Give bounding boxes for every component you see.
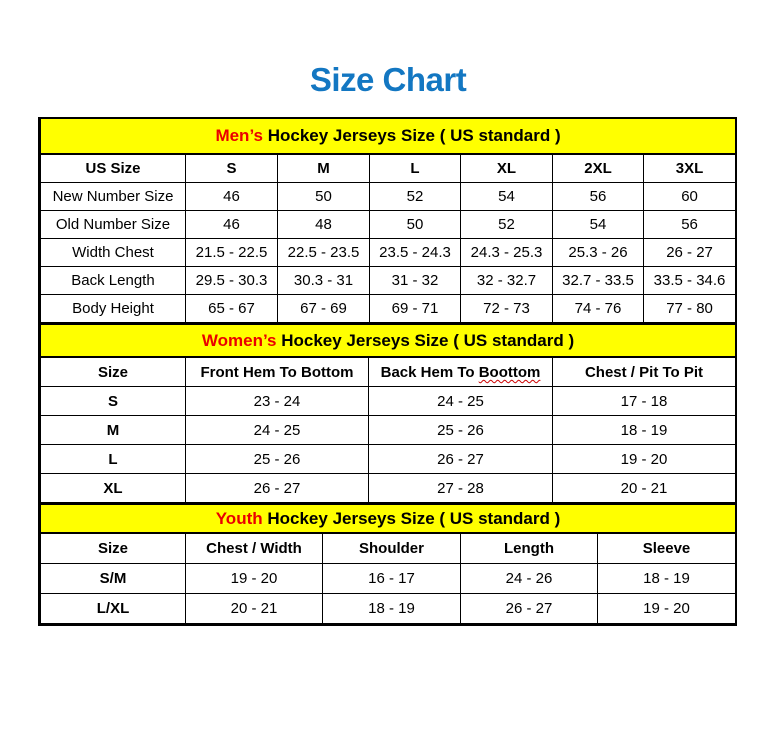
value-cell: 67 - 69 [278, 295, 370, 323]
table-row [41, 474, 736, 503]
column-header-chest-pit: Chest / Pit To Pit [553, 357, 736, 387]
youth-column-header-row [41, 533, 736, 564]
youth-section-header [41, 504, 736, 533]
value-cell: 77 - 80 [644, 295, 736, 323]
womens-accent-label: Women’s [201, 330, 277, 350]
value-cell: 46 [186, 183, 278, 211]
column-header-l: L [370, 154, 461, 183]
womens-section-header-row [41, 324, 736, 357]
value-cell: 33.5 - 34.6 [644, 267, 736, 295]
value-cell: 46 [186, 211, 278, 239]
column-header-chest-width: Chest / Width [186, 533, 323, 564]
value-cell: 48 [278, 211, 370, 239]
value-cell: 24 - 25 [369, 387, 553, 416]
mens-section-header [41, 119, 736, 154]
row-label: L [41, 445, 186, 474]
value-cell: 23 - 24 [186, 387, 369, 416]
table-row [41, 239, 736, 267]
value-cell: 60 [644, 183, 736, 211]
table-row [41, 445, 736, 474]
value-cell: 29.5 - 30.3 [186, 267, 278, 295]
row-label: Back Length [41, 267, 186, 295]
womens-section-header [41, 324, 736, 357]
misspelled-word: Boottom [478, 363, 541, 381]
value-cell: 54 [553, 211, 644, 239]
value-cell: 52 [370, 183, 461, 211]
column-header-back-hem [369, 357, 553, 387]
value-cell: 72 - 73 [461, 295, 553, 323]
table-row [41, 416, 736, 445]
row-label: M [41, 416, 186, 445]
value-cell: 52 [461, 211, 553, 239]
column-header-size: Size [41, 533, 186, 564]
column-header-xl: XL [461, 154, 553, 183]
value-cell: 18 - 19 [598, 564, 736, 594]
value-cell: 25 - 26 [369, 416, 553, 445]
value-cell: 50 [278, 183, 370, 211]
column-header-shoulder: Shoulder [323, 533, 461, 564]
value-cell: 32.7 - 33.5 [553, 267, 644, 295]
value-cell: 17 - 18 [553, 387, 736, 416]
youth-section-header-row [41, 504, 736, 533]
value-cell: 19 - 20 [186, 564, 323, 594]
value-cell: 26 - 27 [461, 594, 598, 624]
value-cell: 26 - 27 [369, 445, 553, 474]
mens-column-header-row [41, 154, 736, 183]
row-label: New Number Size [41, 183, 186, 211]
mens-accent-label: Men’s [215, 126, 263, 146]
table-row [41, 387, 736, 416]
column-header-length: Length [461, 533, 598, 564]
value-cell: 24 - 25 [186, 416, 369, 445]
value-cell: 16 - 17 [323, 564, 461, 594]
value-cell: 26 - 27 [644, 239, 736, 267]
page-title: Size Chart [309, 61, 467, 98]
row-label: S [41, 387, 186, 416]
value-cell: 20 - 21 [186, 594, 323, 624]
column-header-m: M [278, 154, 370, 183]
value-cell: 22.5 - 23.5 [278, 239, 370, 267]
column-header-us-size: US Size [41, 154, 186, 183]
row-label: Old Number Size [41, 211, 186, 239]
row-label: XL [41, 474, 186, 503]
value-cell: 19 - 20 [553, 445, 736, 474]
column-header-s: S [186, 154, 278, 183]
row-label: Width Chest [41, 239, 186, 267]
value-cell: 32 - 32.7 [461, 267, 553, 295]
value-cell: 20 - 21 [553, 474, 736, 503]
row-label: Body Height [41, 295, 186, 323]
column-header-3xl: 3XL [644, 154, 736, 183]
column-header-text: Back Hem To [380, 363, 479, 381]
youth-size-table [40, 503, 736, 624]
mens-header-text: Hockey Jerseys Size ( US standard ) [262, 126, 561, 146]
value-cell: 50 [370, 211, 461, 239]
column-header-2xl: 2XL [553, 154, 644, 183]
womens-column-header-row [41, 357, 736, 387]
value-cell: 31 - 32 [370, 267, 461, 295]
womens-header-text: Hockey Jerseys Size ( US standard ) [276, 330, 575, 350]
value-cell: 24.3 - 25.3 [461, 239, 553, 267]
youth-header-text: Hockey Jerseys Size ( US standard ) [262, 508, 561, 528]
table-row [41, 564, 736, 594]
value-cell: 18 - 19 [553, 416, 736, 445]
value-cell: 30.3 - 31 [278, 267, 370, 295]
size-chart [38, 117, 737, 626]
value-cell: 24 - 26 [461, 564, 598, 594]
value-cell: 65 - 67 [186, 295, 278, 323]
table-row [41, 295, 736, 323]
value-cell: 74 - 76 [553, 295, 644, 323]
youth-accent-label: Youth [215, 508, 263, 528]
value-cell: 69 - 71 [370, 295, 461, 323]
value-cell: 21.5 - 22.5 [186, 239, 278, 267]
value-cell: 26 - 27 [186, 474, 369, 503]
row-label: L/XL [41, 594, 186, 624]
mens-size-table [40, 119, 736, 323]
column-header-front-hem: Front Hem To Bottom [186, 357, 369, 387]
row-label: S/M [41, 564, 186, 594]
value-cell: 18 - 19 [323, 594, 461, 624]
value-cell: 27 - 28 [369, 474, 553, 503]
mens-section-header-row [41, 119, 736, 154]
table-row [41, 183, 736, 211]
value-cell: 23.5 - 24.3 [370, 239, 461, 267]
table-row [41, 211, 736, 239]
womens-size-table [40, 323, 736, 503]
value-cell: 19 - 20 [598, 594, 736, 624]
column-header-sleeve: Sleeve [598, 533, 736, 564]
table-row [41, 594, 736, 624]
value-cell: 25 - 26 [186, 445, 369, 474]
value-cell: 54 [461, 183, 553, 211]
value-cell: 56 [553, 183, 644, 211]
column-header-size: Size [41, 357, 186, 387]
value-cell: 25.3 - 26 [553, 239, 644, 267]
table-row [41, 267, 736, 295]
value-cell: 56 [644, 211, 736, 239]
